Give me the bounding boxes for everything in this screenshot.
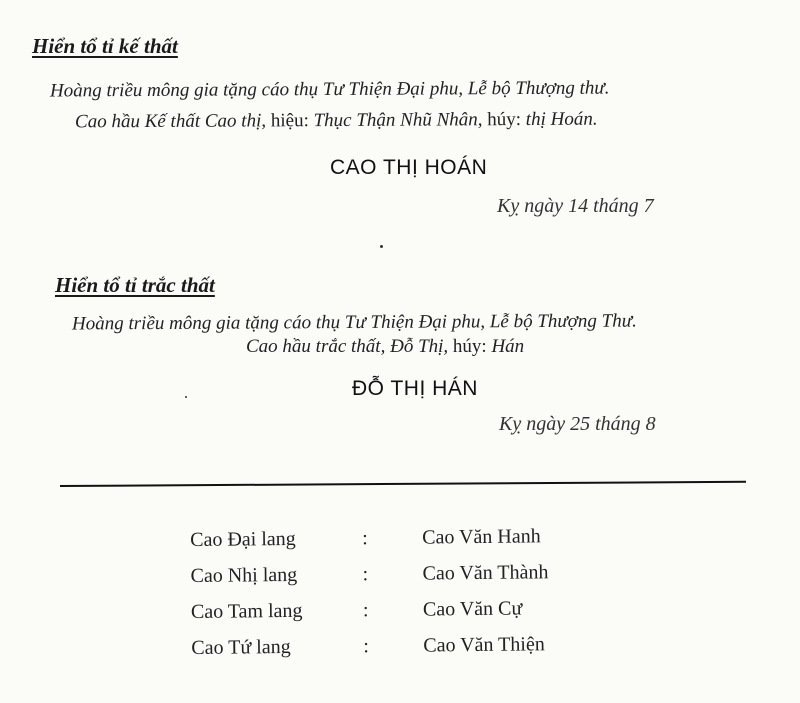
divider-rule bbox=[60, 481, 746, 487]
son-colon: : bbox=[362, 527, 368, 550]
section1-line2-part-a: Cao hầu Kế thất Cao thị, bbox=[74, 110, 267, 133]
section2-line2 bbox=[246, 336, 524, 358]
son-name: Cao Văn Cự bbox=[422, 597, 523, 621]
son-name: Cao Văn Thành bbox=[422, 561, 549, 585]
son-title: Cao Đại lang bbox=[190, 527, 296, 551]
son-title: Cao Tam lang bbox=[190, 599, 303, 623]
son-name: Cao Văn Thiện bbox=[423, 633, 545, 657]
section1-line1: Hoàng triều mông gia tặng cáo thụ Tư Thiện Đại phu, Lễ bộ Thượng thư. bbox=[49, 77, 610, 102]
section1-line2-part-e: thị Hoán. bbox=[525, 108, 598, 131]
son-row bbox=[191, 591, 611, 631]
section2-name: ĐỖ THỊ HÁN bbox=[352, 377, 478, 400]
speck-mark bbox=[380, 245, 383, 248]
section2-date: Kỵ ngày 25 tháng 8 bbox=[499, 413, 656, 435]
son-title: Cao Nhị lang bbox=[190, 563, 298, 587]
section2-line2-part-c: húy: bbox=[452, 336, 487, 357]
son-row bbox=[190, 519, 610, 559]
son-colon: : bbox=[362, 563, 369, 586]
section1-line2-part-b: hiệu: bbox=[270, 110, 309, 132]
section2-line2-part-b: Đỗ Thị, bbox=[390, 336, 449, 357]
section2-line2-part-a: Cao hầu trắc thất, bbox=[246, 336, 386, 357]
section1-heading: Hiển tổ tỉ kế thất bbox=[32, 34, 178, 58]
section1-date: Kỵ ngày 14 tháng 7 bbox=[497, 195, 654, 217]
section1-line2-part-c: Thục Thận Nhũ Nhân, bbox=[313, 109, 483, 132]
section1-name: CAO THỊ HOÁN bbox=[330, 156, 488, 179]
section2-line1: Hoàng triều mông gia tặng cáo thụ Tư Thiện Đại phu, Lễ bộ Thượng Thư. bbox=[71, 310, 637, 335]
son-row bbox=[190, 555, 610, 595]
section2-heading: Hiển tổ tỉ trắc thất bbox=[55, 273, 215, 297]
section1-line2-part-d: húy: bbox=[487, 109, 522, 131]
section2-line2-part-d: Hán bbox=[491, 336, 525, 357]
son-name: Cao Văn Hanh bbox=[422, 525, 541, 549]
sons-list bbox=[190, 519, 611, 667]
speck-mark bbox=[185, 396, 187, 398]
son-colon: : bbox=[363, 635, 369, 658]
son-colon: : bbox=[362, 599, 369, 622]
son-title: Cao Tứ lang bbox=[191, 635, 291, 659]
son-row bbox=[191, 627, 611, 667]
section1-line2 bbox=[75, 109, 598, 134]
